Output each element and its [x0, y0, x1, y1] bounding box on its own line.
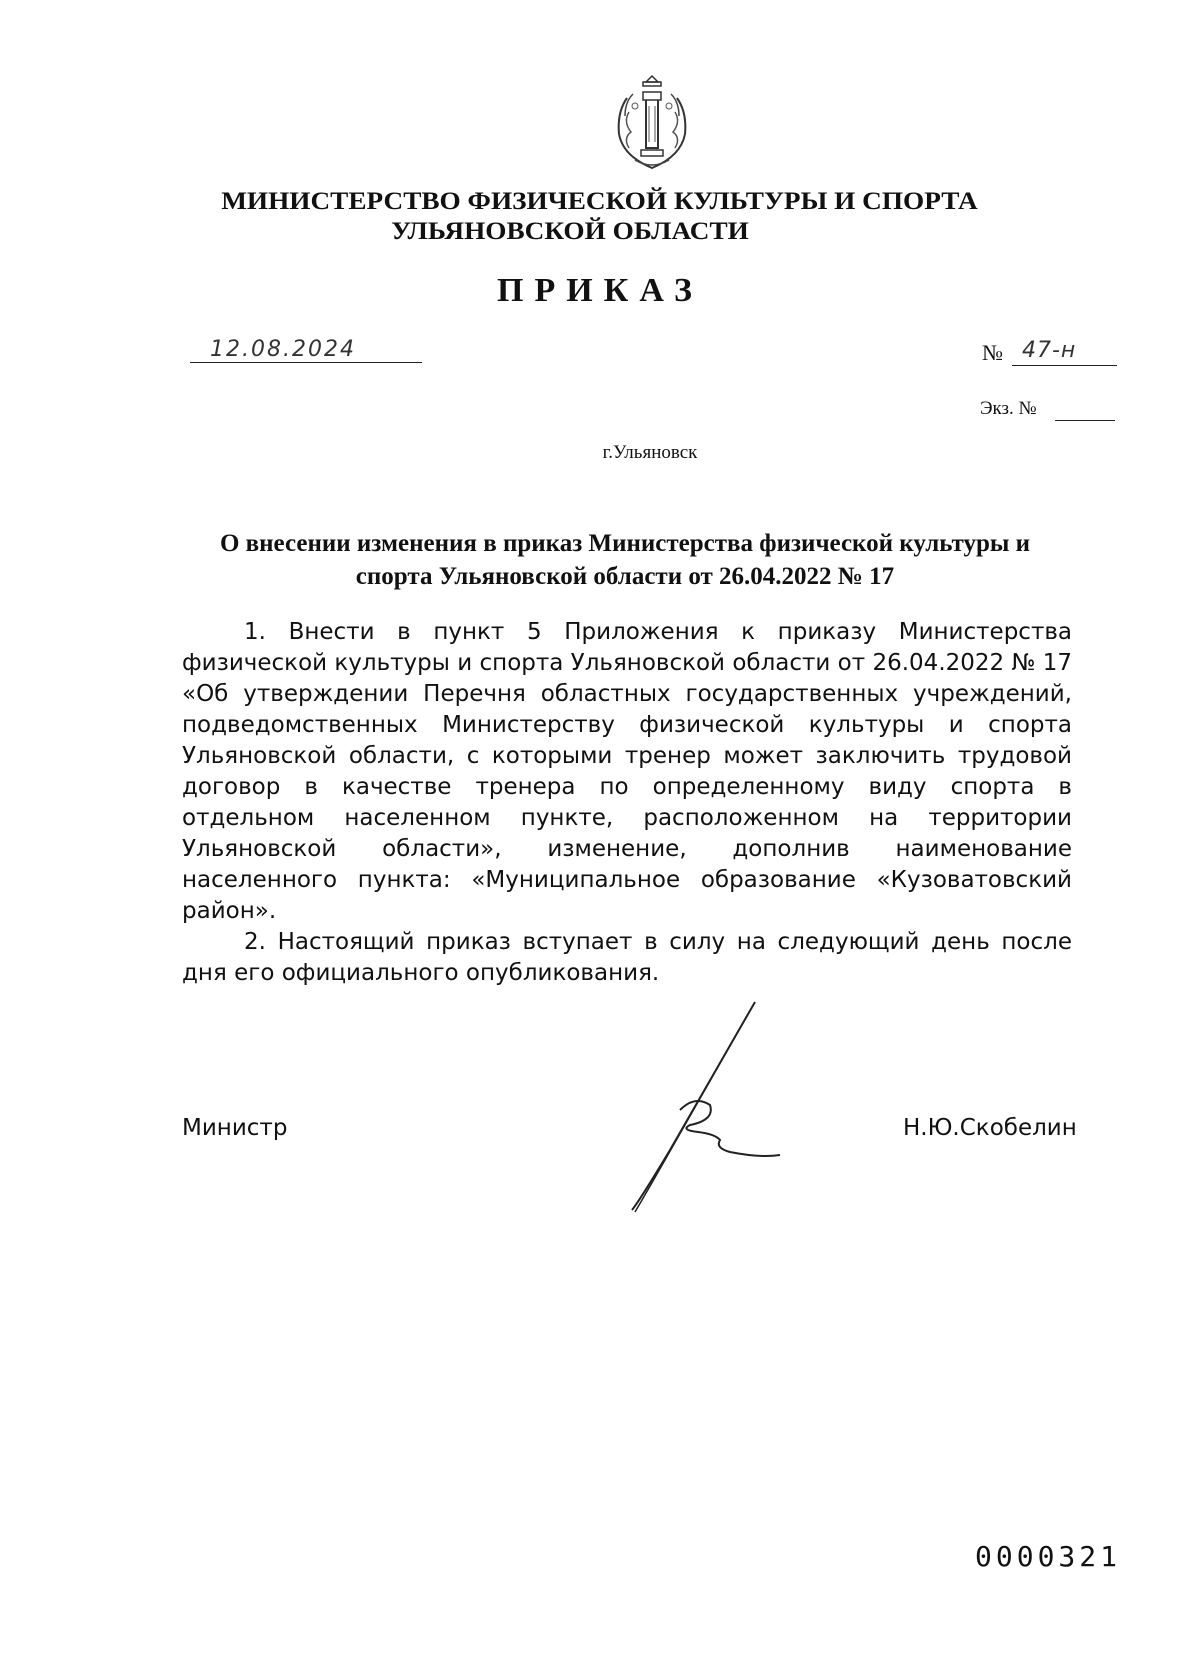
copy-number-underline: [1055, 420, 1115, 421]
coat-of-arms-icon: [605, 72, 700, 172]
number-sign: №: [982, 340, 1003, 365]
city: г.Ульяновск: [602, 442, 698, 463]
body-paragraph-1: 1. Внести в пункт 5 Приложения к приказу Министерства физической культуры и спорта Ульяновской области от 26.04.2022 № 17 «Об утверждении Перечня областных государственных учреждений, подведомственных Министерству физической культуры и спорта Ульяновской области, с которыми тренер может заключить трудовой договор в качестве тренера по определенному виду спорта в отдельном населенном пункте, расположенном на территории Ульяновской области», изменение, дополнив наименование населенного пункта: «Муниципальное образование «Кузоватовский район».: [182, 619, 1072, 924]
ministry-name-line2: УЛЬЯНОВСКОЙ ОБЛАСТИ: [391, 218, 749, 245]
document-type: ПРИКАЗ: [497, 272, 703, 309]
date-underline: [190, 362, 422, 363]
document-title-line1: О внесении изменения в приказ Министерства физической культуры и: [219, 530, 1031, 557]
copy-number-label: Экз. №: [980, 398, 1037, 419]
signer-name: Н.Ю.Скобелин: [903, 1115, 1077, 1141]
document-title: [175, 527, 1075, 593]
body-paragraph-2: 2. Настоящий приказ вступает в силу на следующий день после дня его официального опубликования.: [182, 929, 1072, 986]
ministry-name: [221, 187, 978, 247]
document-body: [182, 617, 1072, 989]
document-date: 12.08.2024: [210, 337, 356, 362]
ministry-name-line1: МИНИСТЕРСТВО ФИЗИЧЕСКОЙ КУЛЬТУРЫ И СПОРТА: [221, 188, 978, 215]
document-serial-number: 0000321: [975, 1540, 1122, 1573]
signer-role: Министр: [182, 1115, 288, 1141]
document-title-line2: спорта Ульяновской области от 26.04.2022 № 17: [355, 563, 895, 590]
number-underline: [1012, 365, 1117, 366]
handwritten-signature: [620, 1000, 820, 1215]
document-number: 47-н: [1022, 338, 1077, 363]
